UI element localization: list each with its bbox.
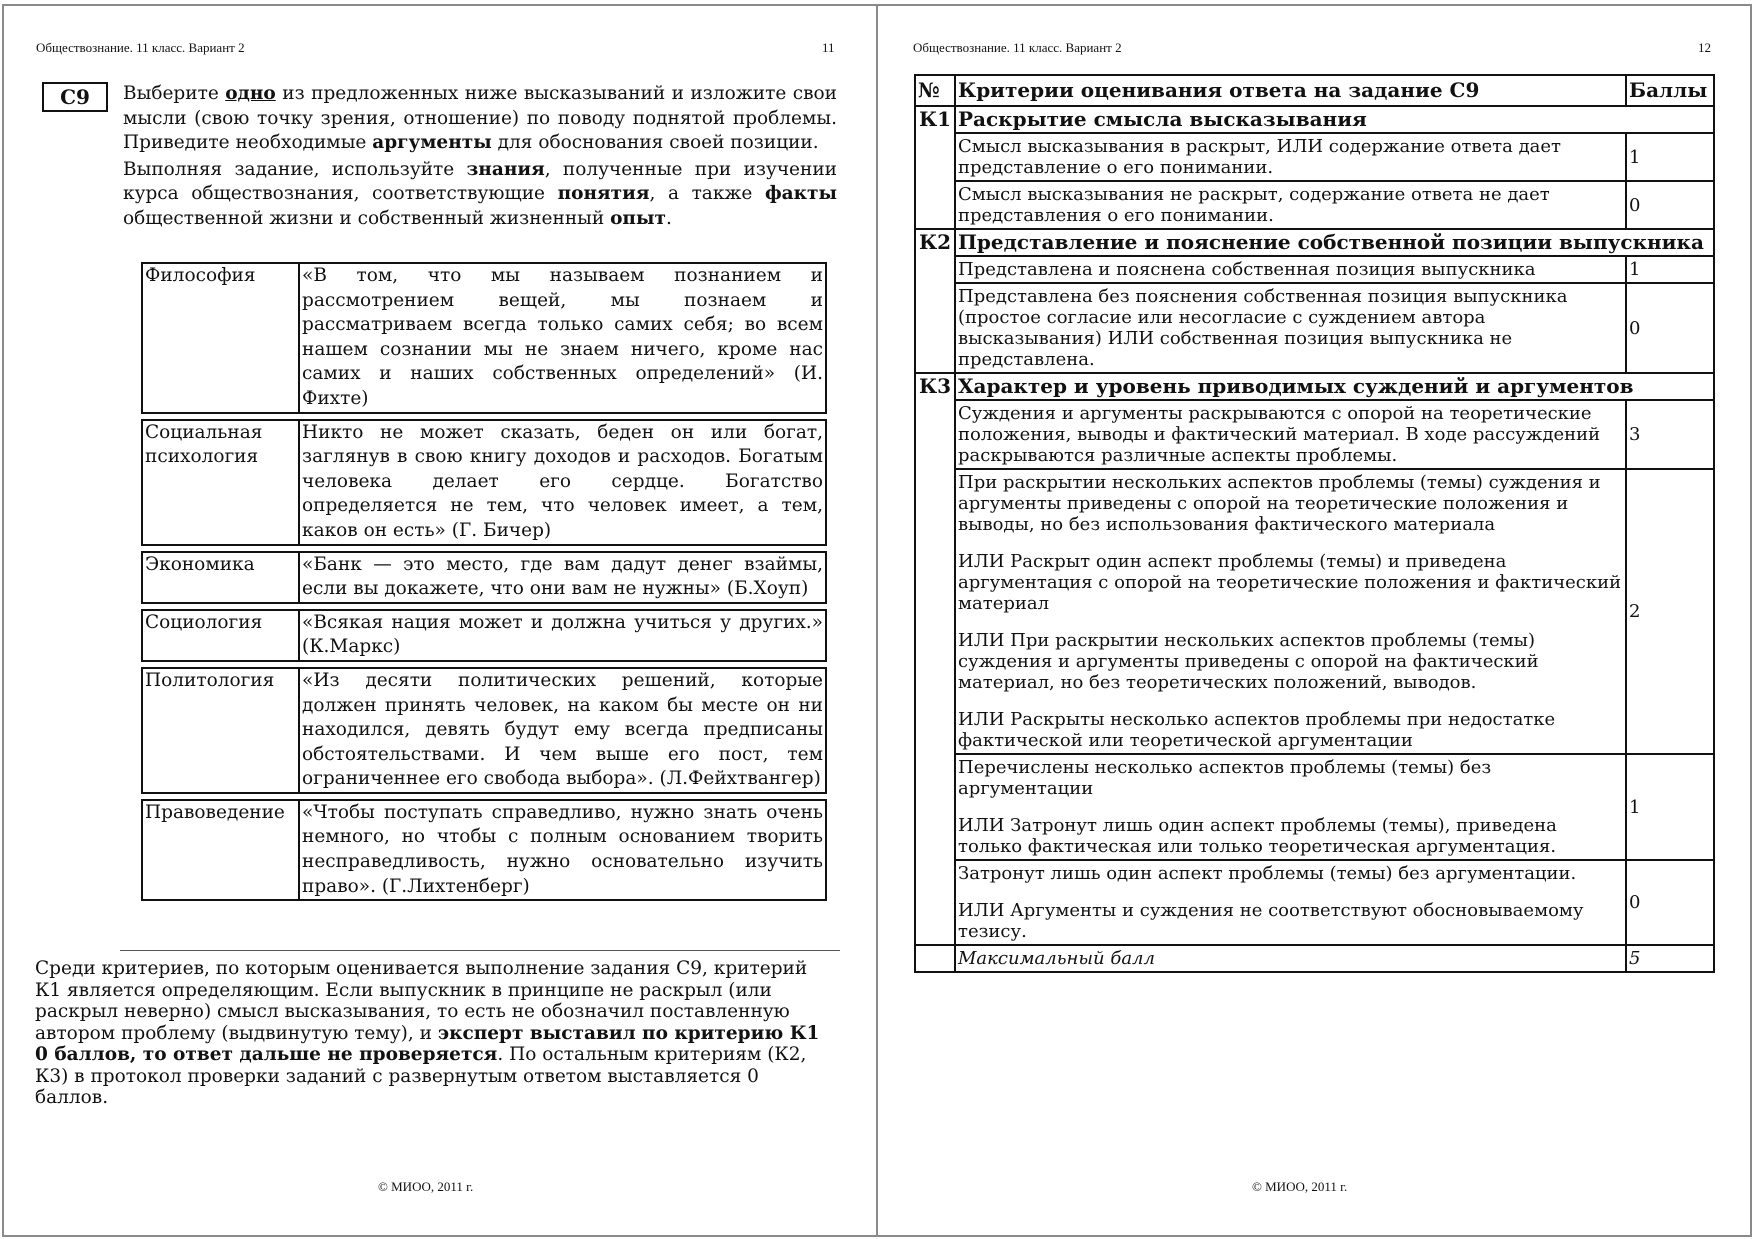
- points-value: 0: [1626, 181, 1714, 229]
- page-number: 11: [822, 40, 835, 55]
- table-row: [915, 469, 1714, 754]
- emphasis: эксперт выставил по критерию К1 0 баллов, то ответ дальше не проверяется: [35, 1022, 820, 1065]
- points-value: 1: [1626, 256, 1714, 283]
- criterion-text: Смысл высказывания не раскрыт, содержание ответа не дает представления о его понимании.: [958, 184, 1550, 226]
- criterion-text: Представлена без пояснения собственная позиция выпускника (простое согласие или несогласие с суждением автора высказывания) ИЛИ собственная позиция выпускника не представлена.: [958, 286, 1568, 370]
- criterion-title: Представление и пояснение собственной позиции выпускника: [955, 229, 1714, 256]
- quote-subject: Социальная психология: [143, 421, 300, 544]
- text: Среди критериев, по которым оценивается выполнение задания С9, критерий К1 является определяющим. Если выпускник в принципе не раскрыл (или раскрыл неверно) смысл высказывания, то есть не обозначил поставленную автором проблему (выдвинутую тему), и: [35, 958, 808, 1044]
- quote-row: [141, 667, 827, 794]
- quote-subject: Экономика: [143, 553, 300, 602]
- quote-subject: Социология: [143, 611, 300, 660]
- table-row: [915, 181, 1714, 229]
- emphasis: опыт: [610, 207, 666, 229]
- criterion-description: [955, 469, 1626, 754]
- col-points: Баллы: [1626, 75, 1714, 106]
- quote-text: «Из десяти политических решений, которые должен принять человек, на каком бы месте он ни находился, девять будут ему всегда предписаны обстоятельствами. И чем выше его пост, тем ограниченнее его свобода выбора». (Л.Фейхтвангер): [302, 669, 823, 790]
- quotes-table: [141, 262, 827, 906]
- table-header-row: [915, 75, 1714, 106]
- max-score-row: [915, 945, 1714, 972]
- criterion-text: ИЛИ Затронут лишь один аспект проблемы (темы), приведена только фактическая или только теоретическая аргументация.: [958, 815, 1557, 857]
- criterion-text: Смысл высказывания в раскрыт, ИЛИ содержание ответа дает представление о его понимании.: [958, 136, 1562, 178]
- col-criteria: Критерии оценивания ответа на задание С9: [955, 75, 1626, 106]
- points-value: 0: [1626, 283, 1714, 373]
- quote-text: Никто не может сказать, беден он или богат, заглянув в свою книгу доходов и расходов. Богатым человека делает его сердце. Богатство определяется не тем, что человек имеет, а тем, каков он есть» (Г. Бичер): [302, 421, 823, 541]
- footer: © МИОО, 2011 г.: [1252, 1179, 1348, 1194]
- table-row: [915, 754, 1714, 860]
- criterion-heading-row: [915, 373, 1714, 400]
- text: Выполняя задание, используйте: [123, 158, 467, 180]
- max-score-value: 5: [1626, 945, 1714, 972]
- table-row: [915, 860, 1714, 945]
- criterion-text: ИЛИ Раскрыты несколько аспектов проблемы при недостатке фактической или теоретической аргументации: [958, 709, 1556, 751]
- criterion-description: [955, 256, 1626, 283]
- criterion-id: К3: [915, 373, 955, 945]
- points-value: 2: [1626, 469, 1714, 754]
- emphasis: аргументы: [372, 132, 492, 154]
- task-label: С9: [42, 82, 108, 112]
- criterion-text: Представлена и пояснена собственная позиция выпускника: [958, 259, 1536, 280]
- quote-row: [141, 799, 827, 901]
- criterion-id: К2: [915, 229, 955, 373]
- footer: © МИОО, 2011 г.: [378, 1179, 474, 1194]
- max-score-label: Максимальный балл: [955, 945, 1626, 972]
- text: из предложенных ниже высказываний и изложите свои мысли (свою точку зрения, отношение) по поводу поднятой проблемы. Приведите необходимые: [123, 83, 837, 154]
- criterion-heading-row: [915, 229, 1714, 256]
- page-number: 12: [1698, 40, 1711, 55]
- quote-subject: Политология: [143, 669, 300, 792]
- criterion-id: К1: [915, 106, 955, 229]
- task-paragraph-2: [123, 158, 837, 232]
- quote-subject: Правоведение: [143, 801, 300, 899]
- text: общественной жизни и собственный жизненный: [123, 207, 611, 229]
- criterion-description: [955, 181, 1626, 229]
- quote-text: «Чтобы поступать справедливо, нужно знать очень немного, но чтобы с полным основанием творить несправедливость, нужно основательно изучить право». (Г.Лихтенберг): [302, 801, 823, 897]
- task-paragraph-1: [123, 82, 837, 156]
- quote-text: «Банк — это место, где вам дадут денег взаймы, если вы докажете, что они вам не нужны» (Б.Хоуп): [302, 553, 823, 600]
- criterion-text: Затронут лишь один аспект проблемы (темы) без аргументации.: [958, 863, 1577, 884]
- criterion-description: [955, 133, 1626, 181]
- quote-row: [141, 262, 827, 414]
- table-row: [915, 400, 1714, 469]
- grading-note: [35, 958, 827, 1109]
- quote-text: «В том, что мы называем познанием и рассмотрением вещей, мы познаем и рассматриваем всегда только самих себя; во всем нашем сознании мы не знаем ничего, кроме нас самих и наших собственных определений» (И. Фихте): [302, 265, 823, 409]
- criterion-text: Перечислены несколько аспектов проблемы (темы) без аргументации: [958, 757, 1492, 799]
- left-page: [0, 4, 876, 1237]
- criterion-text: ИЛИ Аргументы и суждения не соответствуют обосновываемому тезису.: [958, 900, 1584, 942]
- points-value: 1: [1626, 754, 1714, 860]
- separator-line: [120, 950, 840, 951]
- criterion-text: Суждения и аргументы раскрываются с опорой на теоретические положения, выводы и фактический материал. В ходе рассуждений раскрываются различные аспекты проблемы.: [958, 403, 1601, 466]
- criterion-title: Характер и уровень приводимых суждений и аргументов: [955, 373, 1714, 400]
- text: , а также: [649, 183, 765, 205]
- quote-row: [141, 419, 827, 546]
- quote-row: [141, 609, 827, 662]
- criterion-text: ИЛИ Раскрыт один аспект проблемы (темы) и приведена аргументация с опорой на теоретические положения и фактический материал: [958, 551, 1622, 614]
- table-row: [915, 256, 1714, 283]
- criterion-title: Раскрытие смысла высказывания: [955, 106, 1714, 133]
- criterion-heading-row: [915, 106, 1714, 133]
- running-header: Обществознание. 11 класс. Вариант 2: [36, 40, 245, 55]
- criterion-text: При раскрытии нескольких аспектов проблемы (темы) суждения и аргументы приведены с опорой на теоретические положения и выводы, но без использования фактического материала: [958, 472, 1601, 535]
- emphasis: знания: [466, 158, 545, 180]
- points-value: 3: [1626, 400, 1714, 469]
- task-text: [123, 82, 837, 234]
- criterion-text: ИЛИ При раскрытии нескольких аспектов проблемы (темы) суждения и аргументы приведены с опорой на фактический материал, но без теоретических положений, выводов.: [958, 630, 1539, 693]
- criterion-description: [955, 400, 1626, 469]
- emphasis: одно: [225, 83, 276, 104]
- table-row: [915, 283, 1714, 373]
- text: . По остальным критериям (К2, К3) в протокол проверки заданий с развернутым ответом выставляется 0 баллов.: [35, 1044, 807, 1108]
- criterion-description: [955, 754, 1626, 860]
- text: , полученные при изучении курса обществознания, соответствующие: [123, 158, 837, 205]
- emphasis: понятия: [557, 183, 650, 205]
- col-number: №: [915, 75, 955, 106]
- text: .: [665, 207, 672, 229]
- table-row: [915, 133, 1714, 181]
- criterion-description: [955, 860, 1626, 945]
- points-value: 1: [1626, 133, 1714, 181]
- empty-cell: [915, 945, 955, 972]
- quote-subject: Философия: [143, 264, 300, 412]
- criteria-table: [914, 74, 1715, 973]
- emphasis: факты: [764, 183, 837, 205]
- criterion-description: [955, 283, 1626, 373]
- quote-text: «Всякая нация может и должна учиться у других.» (К.Маркс): [302, 611, 823, 658]
- text: Выберите: [123, 83, 226, 104]
- running-header: Обществознание. 11 класс. Вариант 2: [913, 40, 1122, 55]
- text: для обоснования своей позиции.: [491, 132, 819, 154]
- points-value: 0: [1626, 860, 1714, 945]
- quote-row: [141, 551, 827, 604]
